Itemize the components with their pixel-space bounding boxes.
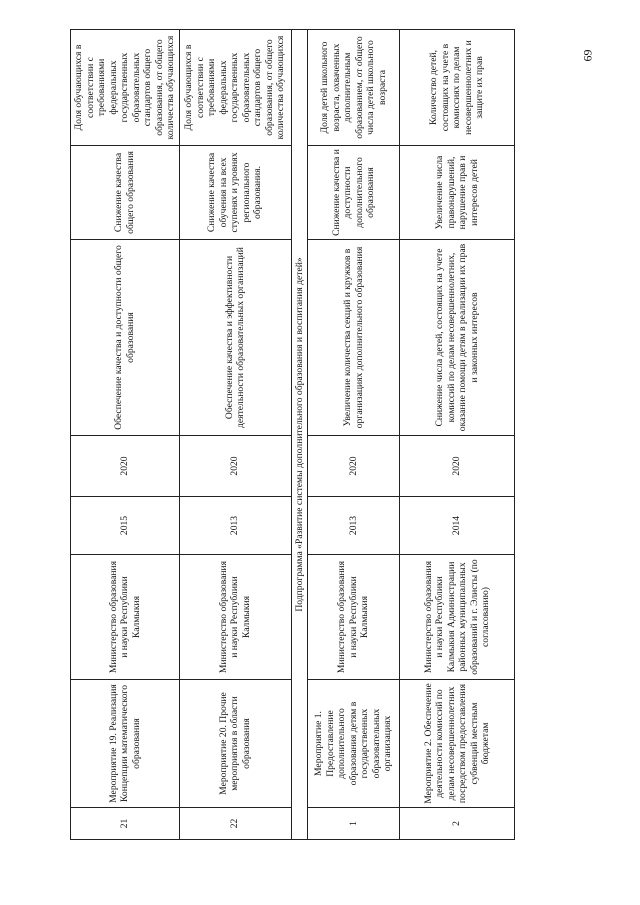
risk: Увеличение числа правонарушений, нарушение прав и интересов детей xyxy=(400,146,515,240)
subprogram-title: Подпрограмма «Развитие системы дополнительного образования и воспитания детей» xyxy=(291,30,308,840)
executor: Министерство образования и науки Республики Калмыкия Администрации районных муниципальных образований и г. Элисты (по согласованию) xyxy=(400,555,515,680)
table-row xyxy=(179,30,291,840)
indicator: Доля обучающихся в соответствии с требованиями федеральных государственных образовательных стандартов общего образования, от общего количества обучающихся xyxy=(71,30,180,146)
table-row xyxy=(71,30,180,840)
table-row xyxy=(400,30,515,840)
expected-result: Увеличение количества секций и кружков в организациях дополнительного образования xyxy=(308,240,400,436)
end-year: 2020 xyxy=(179,436,291,497)
row-number: 21 xyxy=(71,808,180,840)
row-number: 1 xyxy=(308,808,400,840)
risk: Снижение качества и доступности дополнительного образования xyxy=(308,146,400,240)
subprogram-row xyxy=(291,30,308,840)
end-year: 2020 xyxy=(400,436,515,497)
expected-result: Обеспечение качества и доступности общего образования xyxy=(71,240,180,436)
event-name: Мероприятие 1. Предоставление дополнительного образования детям в государственных образовательных организациях xyxy=(308,680,400,808)
indicator: Доля детей школьного возраста, охваченных дополнительным образованием, от общего числа детей школьного возраста xyxy=(308,30,400,146)
executor: Министерство образования и науки Республики Калмыкия xyxy=(179,555,291,680)
end-year: 2020 xyxy=(308,436,400,497)
start-year: 2013 xyxy=(179,497,291,555)
row-number: 22 xyxy=(179,808,291,840)
event-name: Мероприятие 2. Обеспечение деятельности комиссий по делам несовершеннолетних посредством предоставления субвенций местным бюджетам xyxy=(400,680,515,808)
event-name: Мероприятие 19. Реализация Концепции математического образования xyxy=(71,680,180,808)
rotated-table-container xyxy=(70,30,510,840)
end-year: 2020 xyxy=(71,436,180,497)
expected-result: Обеспечение качества и эффективности деятельности образовательных организаций xyxy=(179,240,291,436)
executor: Министерство образования и науки Республики Калмыкия xyxy=(71,555,180,680)
start-year: 2014 xyxy=(400,497,515,555)
start-year: 2013 xyxy=(308,497,400,555)
page-number: 69 xyxy=(580,49,595,62)
risk: Снижение качества общего образования xyxy=(71,146,180,240)
risk: Снижение качества обучения на всех ступенях и уровнях регионального образования. xyxy=(179,146,291,240)
expected-result: Снижение числа детей, состоящих на учете комиссий по делам несовершеннолетних, оказание помощи детям в реализации их прав и законных интересов xyxy=(400,240,515,436)
table-row xyxy=(308,30,400,840)
executor: Министерство образования и науки Республики Калмыкия xyxy=(308,555,400,680)
row-number: 2 xyxy=(400,808,515,840)
event-name: Мероприятие 20. Прочие мероприятия в области образования xyxy=(179,680,291,808)
program-events-table xyxy=(70,29,515,840)
indicator: Количество детей, состоящих на учете в комиссиях по делам несовершеннолетних и защите их прав xyxy=(400,30,515,146)
indicator: Доля обучающихся в соответствии с требованиями федеральных государственных образовательных стандартов общего образования, от общего количества обучающихся xyxy=(179,30,291,146)
start-year: 2015 xyxy=(71,497,180,555)
